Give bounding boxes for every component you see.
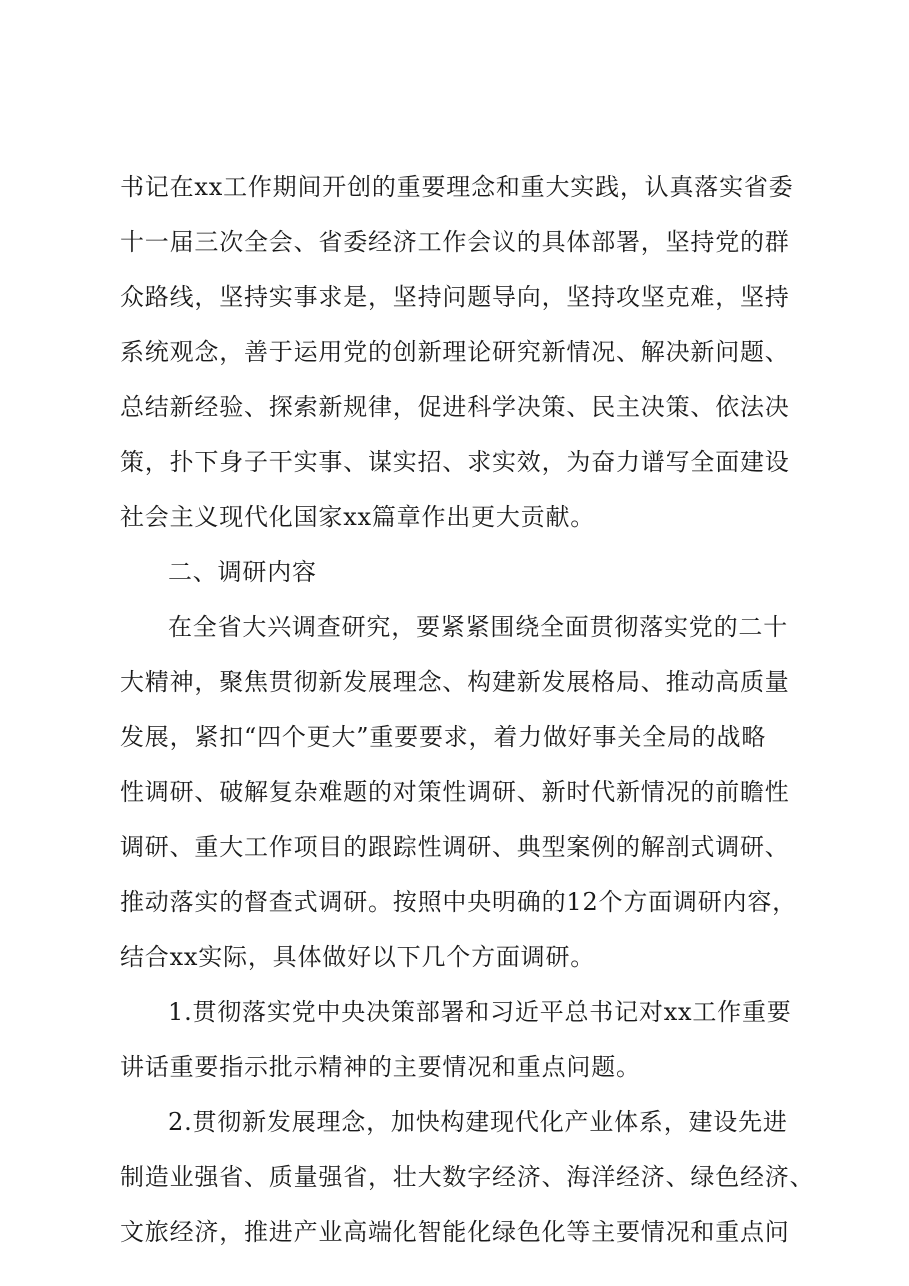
list-item-2: 2.贯彻新发展理念，加快构建现代化产业体系，建设先进 xyxy=(168,1108,788,1136)
body-text-line: 性调研、破解复杂难题的对策性调研、新时代新情况的前瞻性 xyxy=(120,778,790,806)
body-text-line: 文旅经济，推进产业高端化智能化绿色化等主要情况和重点问 xyxy=(120,1218,790,1246)
body-text-line: 书记在xx工作期间开创的重要理念和重大实践，认真落实省委 xyxy=(120,173,794,201)
body-text-line: 十一届三次全会、省委经济工作会议的具体部署，坚持党的群 xyxy=(120,228,790,256)
body-text-line: 总结新经验、探索新规律，促进科学决策、民主决策、依法决 xyxy=(120,393,790,421)
body-text-line: 发展，紧扣“四个更大”重要要求，着力做好事关全局的战略 xyxy=(120,723,767,751)
body-text-line: 调研、重大工作项目的跟踪性调研、典型案例的解剖式调研、 xyxy=(120,833,790,861)
body-text-line: 讲话重要指示批示精神的主要情况和重点问题。 xyxy=(120,1053,641,1081)
body-text-line: 系统观念，善于运用党的创新理论研究新情况、解决新问题、 xyxy=(120,338,790,366)
body-text-line: 众路线，坚持实事求是，坚持问题导向，坚持攻坚克难，坚持 xyxy=(120,283,790,311)
body-text-line: 策，扑下身子干实事、谋实招、求实效，为奋力谱写全面建设 xyxy=(120,448,790,476)
body-text-line: 大精神，聚焦贯彻新发展理念、构建新发展格局、推动高质量 xyxy=(120,668,790,696)
section-heading: 二、调研内容 xyxy=(168,558,317,586)
body-text-line: 制造业强省、质量强省，壮大数字经济、海洋经济、绿色经济、 xyxy=(120,1163,815,1191)
body-text-line: 结合xx实际，具体做好以下几个方面调研。 xyxy=(120,943,596,971)
body-text-line: 社会主义现代化国家xx篇章作出更大贡献。 xyxy=(120,503,596,531)
body-text-line: 在全省大兴调查研究，要紧紧围绕全面贯彻落实党的二十 xyxy=(168,613,788,641)
list-item-1: 1.贯彻落实党中央决策部署和习近平总书记对xx工作重要 xyxy=(168,998,792,1026)
body-text-line: 推动落实的督查式调研。按照中央明确的12个方面调研内容， xyxy=(120,888,797,916)
